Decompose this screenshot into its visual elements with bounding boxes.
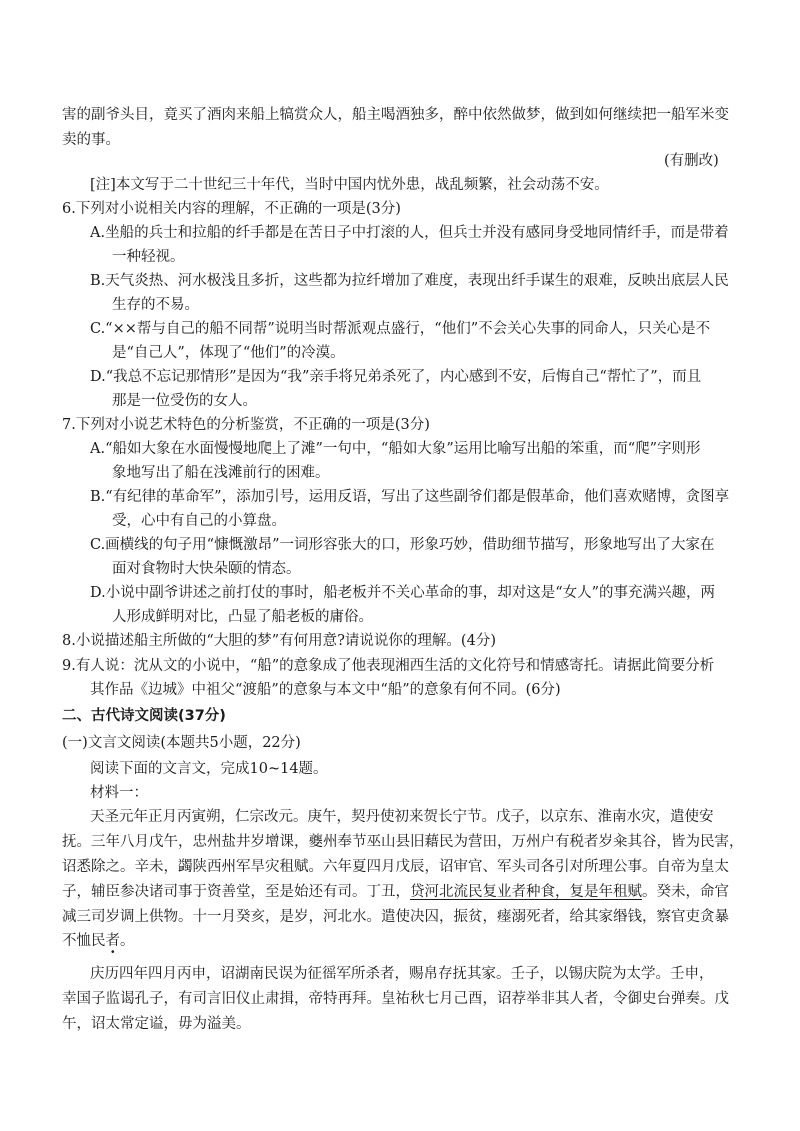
q7-option-c-line-2: 面对食物时大快朵颐的情态。 <box>112 561 301 577</box>
q6-option-b-line-2: 生存的不易。 <box>112 297 199 313</box>
q6-option-c-line-2: 是“自己人”，体现了“他们”的冷漠。 <box>112 345 345 361</box>
passage-p2-line-3: 午，诏太常定谥，毋为溢美。 <box>62 1016 251 1032</box>
passage-text: 。癸未，命官 <box>642 884 729 900</box>
passage-text: 不恤民 <box>62 933 106 949</box>
source-note: (有删改) <box>664 153 719 169</box>
question-9-line-2: 其作品《边城》中祖父“渡船”的意象与本文中“船”的意象有何不同。(6分) <box>90 682 561 698</box>
question-9-line-1: 9.有人说：沈从文的小说中，“船”的意象成了他表现湘西生活的文化符号和情感寄托。请据此简要分析 <box>62 658 715 674</box>
intro-line-1: 害的副爷头目，竟买了酒肉来船上犒赏众人，船主喝酒独多，醉中依然做梦，做到如何继续把一船军米变 <box>62 107 729 123</box>
passage-p2-line-2: 幸国子监谒孔子，有司言旧仪止肃揖，帝特再拜。皇祐秋七月己酉，诏荐举非其人者，令御史台弹奏。戊 <box>62 991 729 1007</box>
q6-option-c-line-1: C.“××帮与自己的船不同帮”说明当时帮派观点盛行，“他们”不会关心失事的同命人，只关心是不 <box>90 321 711 337</box>
q6-option-d-line-1: D.“我总不忘记那情形”是因为“我”亲手将兄弟杀死了，内心感到不安，后悔自己“帮忙了”，而且 <box>90 369 702 385</box>
question-8-stem: 8.小说描述船主所做的“大胆的梦”有何用意?请说说你的理解。(4分) <box>62 633 496 649</box>
q7-option-a-line-2: 象地写出了船在浅滩前行的困难。 <box>112 465 330 481</box>
passage-p1-line-1: 天圣元年正月丙寅朔，仁宗改元。庚午，契丹使初来贺长宁节。戊子，以京东、淮南水灾，遣使安 <box>90 809 714 825</box>
question-7-stem: 7.下列对小说艺术特色的分析鉴赏，不正确的一项是(3分) <box>62 417 430 433</box>
q7-option-c-line-1: C.画横线的句子用“慷慨激昂”一词形容张大的口，形象巧妙，借助细节描写，形象地写出了大家在 <box>90 537 715 553</box>
q7-option-a-line-1: A.“船如大象在水面慢慢地爬上了滩”一句中，“船如大象”运用比喻写出船的笨重，而“爬”字则形 <box>90 441 701 457</box>
dotted-character: 者 <box>105 933 120 949</box>
passage-p1-line-3: 诏悉除之。辛未，蠲陕西州军旱灾租赋。六年夏四月戊辰，诏审官、军头司各引对所理公事。自帝为皇太 <box>62 859 729 875</box>
q6-option-a-line-1: A.坐船的兵士和拉船的纤手都是在苦日子中打滚的人，但兵士并没有感同身受地同情纤手，而是带着 <box>90 225 729 241</box>
q7-option-d-line-1: D.小说中副爷讲述之前打仗的事时，船老板并不关心革命的事，却对这是“女人”的事充满兴趣，两 <box>90 585 716 601</box>
passage-text: 。 <box>120 933 135 949</box>
question-6-stem: 6.下列对小说相关内容的理解，不正确的一项是(3分) <box>62 201 401 217</box>
reading-instruction: 阅读下面的文言文，完成10~14题。 <box>90 761 328 777</box>
passage-p2-line-1: 庆历四年四月丙申，诏湖南民误为征徭军所杀者，赐帛存抚其家。壬子，以锡庆院为太学。壬申， <box>90 966 714 982</box>
subsection-title: (一)文言文阅读(本题共5小题，22分) <box>62 735 301 751</box>
underlined-sentence: 贷河北流民复业者种食，复是年租赋 <box>410 884 642 900</box>
section-title: 二、古代诗文阅读(37分) <box>62 708 226 724</box>
q7-option-b-line-1: B.“有纪律的革命军”，添加引号，运用反语，写出了这些副爷们都是假革命，他们喜欢赌博，贪图享 <box>90 489 730 505</box>
material-label: 材料一： <box>90 785 148 801</box>
intro-line-2: 卖的事。 <box>62 132 120 148</box>
passage-p1-line-2: 抚。三年八月戊午，忠州盐井岁增课，夔州奉节巫山县旧藉民为营田，万州户有税者岁籴其谷，皆为民害， <box>62 834 744 850</box>
passage-p1-line-6 <box>62 930 135 952</box>
passage-p1-line-5: 减三司岁调上供物。十一月癸亥，是岁，河北水。遣使决囚，振贫，瘗溺死者，给其家缗钱，察官吏贪暴 <box>62 909 729 925</box>
q6-option-a-line-2: 一种轻视。 <box>112 249 185 265</box>
passage-p1-line-4 <box>62 881 729 903</box>
q6-option-d-line-2: 那是一位受伤的女人。 <box>112 393 257 409</box>
footnote: [注]本文写于二十世纪三十年代，当时中国内忧外患，战乱频繁，社会动荡不安。 <box>90 177 609 193</box>
q7-option-b-line-2: 受，心中有自己的小算盘。 <box>112 513 286 529</box>
q6-option-b-line-1: B.天气炎热、河水极浅且多折，这些都为拉纤增加了难度，表现出纤手谋生的艰难，反映出底层人民 <box>90 273 729 289</box>
passage-text: 子，辅臣参决诸司事于资善堂，至是始还有司。丁丑， <box>62 884 410 900</box>
q7-option-d-line-2: 人形成鲜明对比，凸显了船老板的庸俗。 <box>112 609 373 625</box>
